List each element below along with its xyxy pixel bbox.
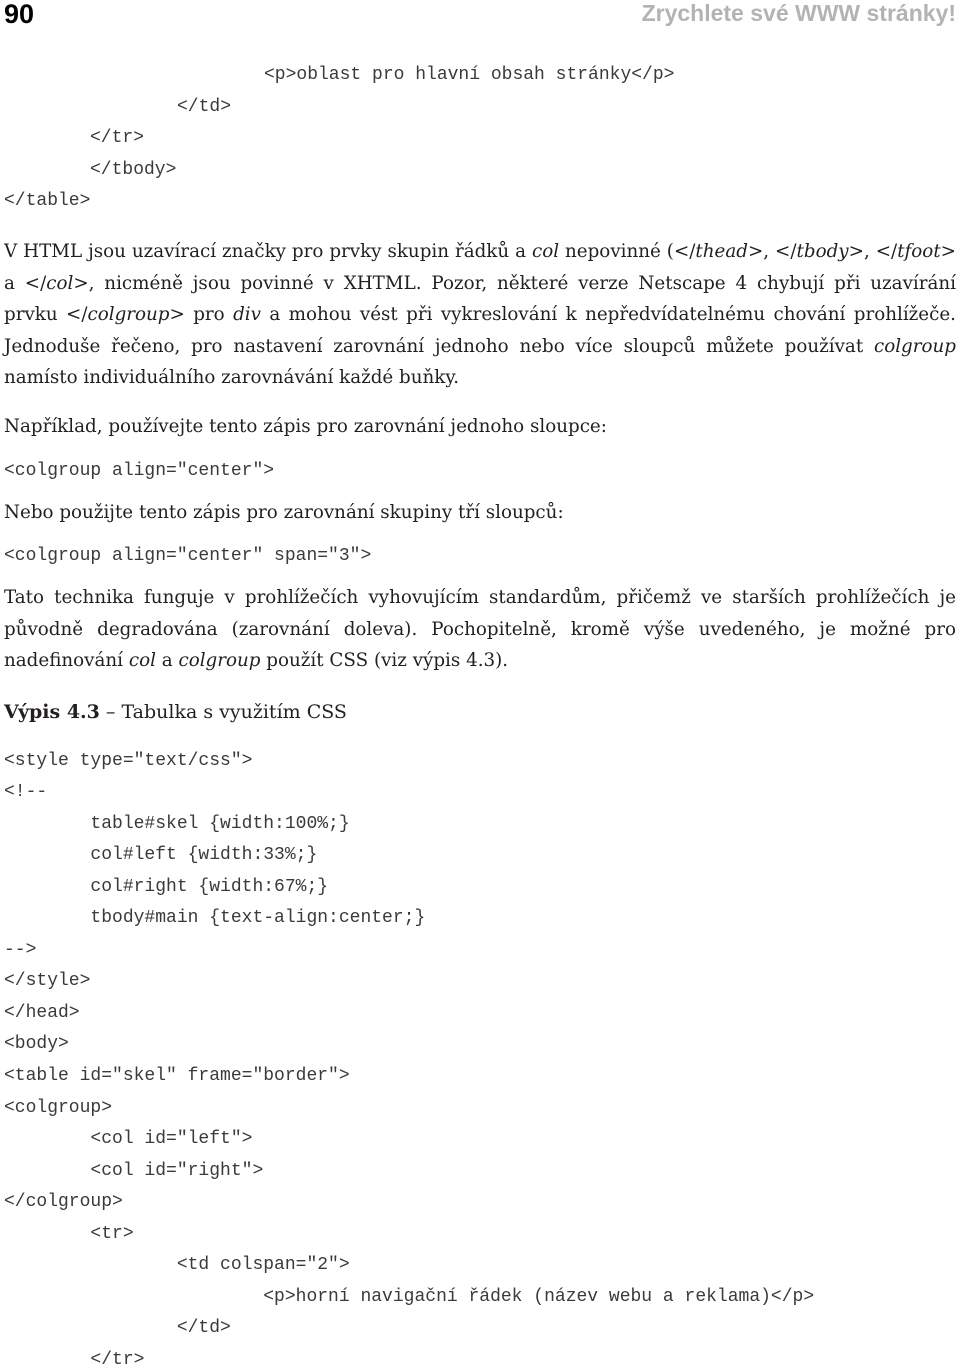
listing-caption — [4, 697, 347, 727]
running-header: Zrychlete své WWW stránky! — [641, 0, 956, 26]
text-run: >, </ — [747, 241, 797, 262]
italic-term: div — [233, 304, 261, 325]
code-line: </colgroup> — [4, 1192, 123, 1212]
code-line: </table> — [4, 191, 91, 211]
code-line: --> — [4, 940, 37, 960]
code-line: </td> — [177, 97, 232, 117]
body-paragraph: Například, používejte tento zápis pro zarovnání jednoho sloupce: — [4, 416, 607, 437]
code-line: col#right {width:67%;} — [4, 877, 329, 897]
italic-term: tbody — [796, 241, 849, 262]
text-run: a — [155, 650, 179, 671]
code-line: </style> — [4, 971, 91, 991]
body-paragraph — [4, 236, 956, 394]
page-number: 90 — [4, 0, 35, 29]
code-line: table#skel {width:100%;} — [4, 814, 350, 834]
listing-label: Výpis 4.3 — [4, 701, 100, 723]
body-paragraph: Nebo použijte tento zápis pro zarovnání skupiny tří sloupců: — [4, 502, 564, 523]
code-line: tbody#main {text-align:center;} — [4, 908, 426, 928]
italic-term: thead — [695, 241, 748, 262]
text-run: a mohou vést při vykreslování k nepředvídatelnému chování prohlížeče. Jednoduše řečeno, pro nastavení zarovnání jednoho nebo více sloupců můžete používat — [4, 304, 956, 357]
code-example: <colgroup align="center" span="3"> — [4, 546, 372, 566]
code-line: <tr> — [4, 1224, 134, 1244]
text-run: nepovinné (</ — [559, 241, 696, 262]
code-line: <td colspan="2"> — [4, 1255, 350, 1275]
text-run: >, nicméně jsou povinné v XHTML. Pozor, některé verze Netscape 4 chybují při uzavírání prvku </ — [4, 272, 957, 325]
text-run: > a </ — [4, 241, 956, 294]
code-line: <col id="left"> — [4, 1129, 253, 1149]
italic-term: tfoot — [897, 241, 941, 262]
code-line: <colgroup> — [4, 1098, 113, 1118]
italic-term: col — [46, 272, 74, 294]
code-line: <body> — [4, 1034, 69, 1054]
code-line: </tr> — [90, 128, 145, 148]
code-line: <table id="skel" frame="border"> — [4, 1066, 350, 1086]
text-run: použít CSS (viz výpis 4.3). — [260, 650, 509, 671]
italic-term: colgroup — [178, 650, 261, 671]
code-line: </tr> — [4, 1350, 145, 1370]
code-line: </td> — [4, 1318, 231, 1338]
italic-term: colgroup — [873, 335, 956, 357]
text-run: namísto individuálního zarovnávání každé buňky. — [4, 367, 460, 388]
code-line: </tbody> — [90, 160, 177, 180]
text-run: >, </ — [848, 241, 898, 262]
body-paragraph — [4, 582, 956, 677]
text-run: Tato technika funguje v prohlížečích vyhovujícím standardům, přičemž ve starších prohlížečích je původně degradována (zarovnání doleva). Pochopitelně, kromě výše uvedeného, je možné pro nadefinování — [4, 587, 956, 671]
italic-term: col — [531, 241, 560, 262]
code-line: col#left {width:33%;} — [4, 845, 318, 865]
code-line: </head> — [4, 1003, 80, 1023]
listing-title: – Tabulka s využitím CSS — [99, 701, 347, 723]
text-run: V HTML jsou uzavírací značky pro prvky skupin řádků a — [4, 241, 532, 262]
code-line: <p>horní navigační řádek (název webu a reklama)</p> — [4, 1287, 815, 1307]
code-line: <p>oblast pro hlavní obsah stránky</p> — [264, 65, 675, 85]
italic-term: colgroup — [87, 304, 170, 325]
code-line: <!-- — [4, 782, 48, 802]
italic-term: col — [128, 650, 156, 671]
code-example: <colgroup align="center"> — [4, 461, 275, 481]
code-line: <style type="text/css"> — [4, 751, 253, 771]
code-line: <col id="right"> — [4, 1161, 264, 1181]
text-run: > pro — [169, 304, 234, 325]
